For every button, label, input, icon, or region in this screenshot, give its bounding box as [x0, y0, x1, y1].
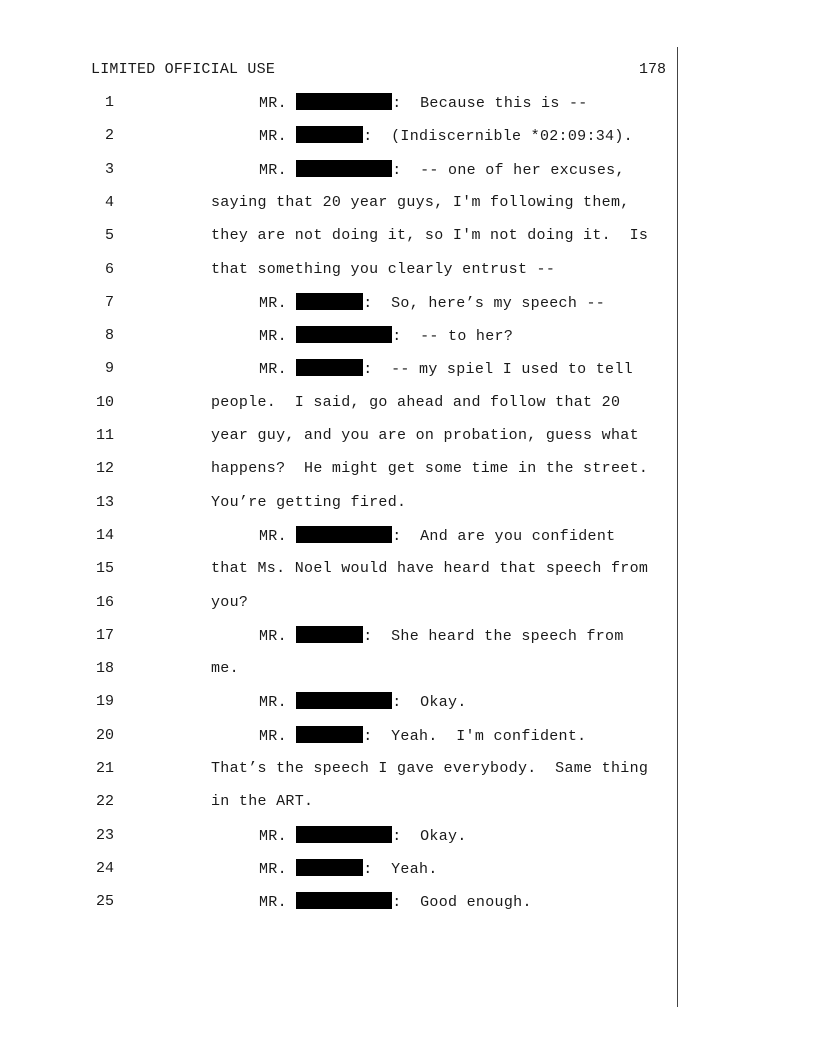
- line-text: : (Indiscernible *02:09:34).: [363, 128, 633, 145]
- continuation-line: [211, 260, 555, 280]
- line-number: 11: [95, 427, 114, 444]
- line-number: 9: [104, 360, 114, 377]
- transcript-line: [0, 826, 816, 846]
- redaction-bar: [296, 293, 363, 310]
- speaker-title: MR.: [259, 295, 287, 312]
- speaker-line: [259, 326, 513, 347]
- redaction-bar: [296, 692, 392, 709]
- speaker-line: [259, 859, 438, 880]
- transcript-line: [0, 126, 816, 146]
- line-number: 3: [104, 161, 114, 178]
- transcript-line: [0, 459, 816, 479]
- speaker-line: [259, 93, 588, 114]
- line-number: 20: [95, 727, 114, 744]
- continuation-line: [211, 659, 239, 679]
- redaction-bar: [296, 826, 392, 843]
- line-text: : And are you confident: [392, 528, 616, 545]
- line-text: : Good enough.: [392, 894, 532, 911]
- speaker-title: MR.: [259, 328, 287, 345]
- line-number: 10: [95, 394, 114, 411]
- speaker-title: MR.: [259, 894, 287, 911]
- line-number: 25: [95, 893, 114, 910]
- redaction-bar: [296, 126, 363, 143]
- line-text: in the ART.: [211, 793, 314, 810]
- line-number: 2: [104, 127, 114, 144]
- transcript-line: [0, 193, 816, 213]
- line-number: 14: [95, 527, 114, 544]
- classification-header: LIMITED OFFICIAL USE: [91, 61, 276, 78]
- line-text: : So, here’s my speech --: [363, 295, 606, 312]
- redaction-bar: [296, 160, 392, 177]
- speaker-title: MR.: [259, 828, 287, 845]
- line-text: you?: [211, 594, 249, 611]
- line-number: 19: [95, 693, 114, 710]
- line-text: they are not doing it, so I'm not doing it. Is: [211, 227, 649, 244]
- line-text: that Ms. Noel would have heard that speech from: [211, 560, 649, 577]
- transcript-line: [0, 493, 816, 513]
- transcript-line: [0, 892, 816, 912]
- speaker-line: [259, 359, 633, 380]
- line-text: : -- one of her excuses,: [392, 162, 625, 179]
- transcript-line: [0, 626, 816, 646]
- speaker-line: [259, 692, 467, 713]
- transcript-line: [0, 792, 816, 812]
- speaker-title: MR.: [259, 361, 287, 378]
- page-number: 178: [638, 61, 666, 78]
- line-text: That’s the speech I gave everybody. Same thing: [211, 760, 649, 777]
- line-text: me.: [211, 660, 239, 677]
- line-number: 5: [104, 227, 114, 244]
- continuation-line: [211, 226, 648, 246]
- line-number: 24: [95, 860, 114, 877]
- line-number: 7: [104, 294, 114, 311]
- line-text: : Yeah.: [363, 861, 438, 878]
- transcript-line: [0, 293, 816, 313]
- transcript-line: [0, 260, 816, 280]
- transcript-line: [0, 160, 816, 180]
- line-number: 8: [104, 327, 114, 344]
- line-number: 16: [95, 594, 114, 611]
- speaker-title: MR.: [259, 861, 287, 878]
- line-number: 15: [95, 560, 114, 577]
- line-text: : Yeah. I'm confident.: [363, 728, 587, 745]
- speaker-title: MR.: [259, 728, 287, 745]
- line-number: 13: [95, 494, 114, 511]
- speaker-title: MR.: [259, 694, 287, 711]
- line-text: happens? He might get some time in the street.: [211, 460, 649, 477]
- line-text: : -- my spiel I used to tell: [363, 361, 633, 378]
- speaker-line: [259, 626, 624, 647]
- transcript-line: [0, 759, 816, 779]
- transcript-line: [0, 726, 816, 746]
- continuation-line: [211, 493, 406, 513]
- line-number: 21: [95, 760, 114, 777]
- speaker-line: [259, 526, 615, 547]
- redaction-bar: [296, 626, 363, 643]
- line-text: saying that 20 year guys, I'm following them,: [211, 194, 630, 211]
- transcript-line: [0, 593, 816, 613]
- speaker-line: [259, 726, 586, 747]
- transcript-line: [0, 393, 816, 413]
- line-text: : Okay.: [392, 694, 467, 711]
- speaker-line: [259, 126, 633, 147]
- line-text: You’re getting fired.: [211, 494, 407, 511]
- speaker-title: MR.: [259, 528, 287, 545]
- continuation-line: [211, 459, 648, 479]
- continuation-line: [211, 559, 648, 579]
- continuation-line: [211, 593, 248, 613]
- transcript-line: [0, 692, 816, 712]
- line-number: 22: [95, 793, 114, 810]
- line-text: : She heard the speech from: [363, 628, 624, 645]
- continuation-line: [211, 792, 313, 812]
- speaker-line: [259, 160, 625, 181]
- speaker-title: MR.: [259, 628, 287, 645]
- speaker-line: [259, 293, 605, 314]
- transcript-line: [0, 426, 816, 446]
- transcript-line: [0, 359, 816, 379]
- speaker-line: [259, 892, 532, 913]
- transcript-line: [0, 93, 816, 113]
- line-number: 18: [95, 660, 114, 677]
- line-number: 6: [104, 261, 114, 278]
- speaker-title: MR.: [259, 95, 287, 112]
- transcript-line: [0, 326, 816, 346]
- speaker-title: MR.: [259, 128, 287, 145]
- transcript-line: [0, 559, 816, 579]
- continuation-line: [211, 759, 648, 779]
- continuation-line: [211, 193, 630, 213]
- line-number: 1: [104, 94, 114, 111]
- redaction-bar: [296, 359, 363, 376]
- line-text: : Okay.: [392, 828, 467, 845]
- line-text: people. I said, go ahead and follow that 20: [211, 394, 621, 411]
- line-text: : -- to her?: [392, 328, 514, 345]
- continuation-line: [211, 393, 620, 413]
- line-text: : Because this is --: [392, 95, 588, 112]
- transcript-line: [0, 859, 816, 879]
- line-text: year guy, and you are on probation, guess what: [211, 427, 639, 444]
- transcript-line: [0, 226, 816, 246]
- continuation-line: [211, 426, 639, 446]
- line-number: 4: [104, 194, 114, 211]
- redaction-bar: [296, 93, 392, 110]
- line-number: 17: [95, 627, 114, 644]
- transcript-line: [0, 526, 816, 546]
- line-number: 23: [95, 827, 114, 844]
- redaction-bar: [296, 892, 392, 909]
- transcript-line: [0, 659, 816, 679]
- redaction-bar: [296, 859, 363, 876]
- speaker-title: MR.: [259, 162, 287, 179]
- line-number: 12: [95, 460, 114, 477]
- redaction-bar: [296, 326, 392, 343]
- line-text: that something you clearly entrust --: [211, 261, 556, 278]
- redaction-bar: [296, 726, 363, 743]
- speaker-line: [259, 826, 467, 847]
- redaction-bar: [296, 526, 392, 543]
